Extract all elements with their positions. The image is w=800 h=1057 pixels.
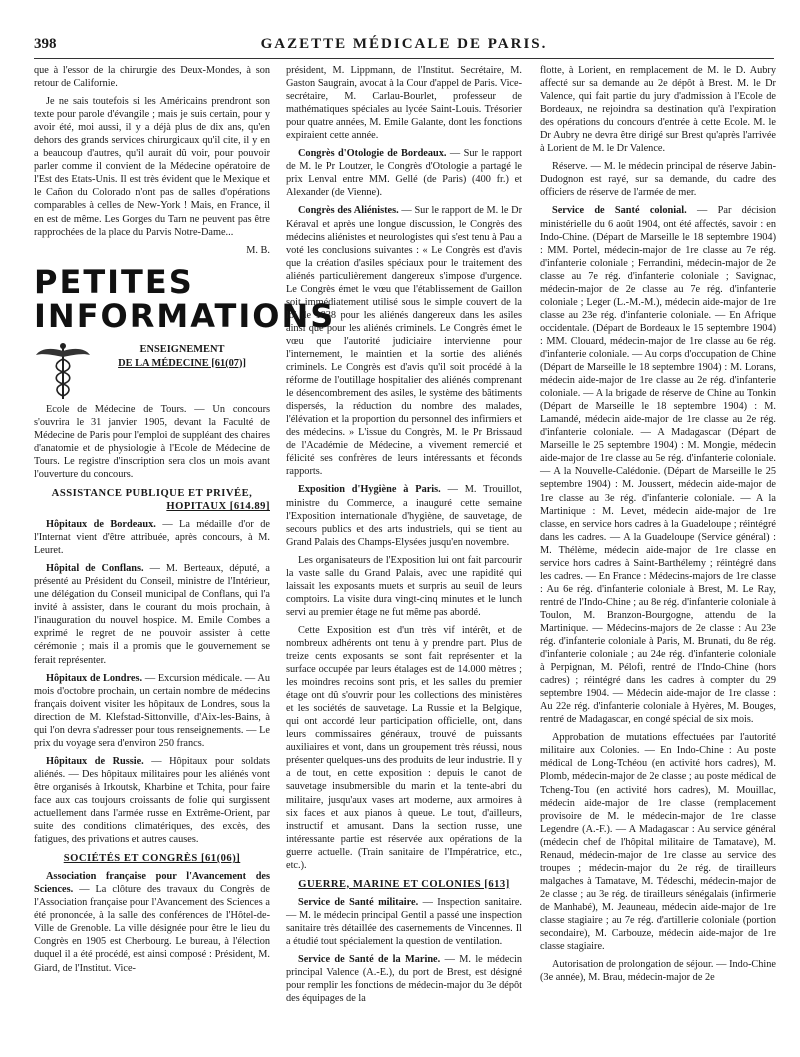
item-body: — M. Trouillot, ministre du Commerce, a inauguré cette semaine l'Exposition internationale d'hygiène, de sauvetage, de secours publics et des arts industriels, qui se tient au Grand Palais des Champs-Elysées jusqu'en novembre. <box>286 484 522 548</box>
article-text: Je ne sais toutefois si les Américains prendront son texte pour parole d'évangile ; mais je suis certain, pour y avoir été, moi aussi, il y a déjà plus de dix ans, qu'en dehors des grands services chirurgicaux qu'il cite, il y en a beaucoup d'autres, qu'il aurait dû voir, pour pouvoir parler comme il convient de la Médecine opératoire de l'Est des Etats-Unis. Il est très évident que le Mexique et le Cañon du Colorado n'ont pas de salles d'opérations comparables à celles de New-York ! Mais, en France, il en est de même. Les Gorges du Tarn ne peuvent pas être rapprochées de la place du Parvis Notre-Dame... <box>34 96 270 238</box>
column-2 <box>286 64 522 1049</box>
petites-informations-banner <box>34 262 336 335</box>
section-title: ASSISTANCE PUBLIQUE ET PRIVÉE, <box>51 487 253 499</box>
article-text: flotte, à Lorient, en remplacement de M. le D. Aubry affecté sur sa demande au 2e dépôt à Brest. M. le Dr Valence, qui fait partie du jury d'admission à l'Ecole de Bordeaux, ne rejoindra sa destination qu'à l'expiration des opérations du concours d'entrée à cette Ecole. M. le Dr Aubry ne devra être dirigé sur Brest qu'après l'arrivée à Lorient de M. le Dr Valence. <box>540 65 776 155</box>
banner-title-line1: PETITES <box>34 262 194 301</box>
page-number: 398 <box>34 36 57 52</box>
article-text: Cette Exposition est d'un très vif intérêt, et de nombreux adhérents ont tenu à y prendre part. Plus de treize cents exposants se sont fait représenter et la surface occupée par leurs étalages est de 14.000 mètres ; les moindres recoins sont pris, et les salles du premier étage ont dû s'ouvrir pour les collections des ministères et les sociétés de sauvetage. La Russie et la Belgique, qui ont accordé leur participation officielle, ont, dans leurs commissaires généraux, trouvé de puissants auxiliaires et vont, dans un groupement très réussi, nous présenter quelques-uns des produits de leur industrie. Il y a de tout, en cette exposition : depuis le canot de sauvetage insubmersible du marin et la tente-abri du militaire, jusqu'aux vases art moderne, aux armoires à six faces et aux pianos à queue. Le tout, d'ailleurs, instructif et amusant. Dans la section russe, une intéressante partie est réservée aux opérations de la guerre actuelle. (Train sanitaire de l'Impératrice, etc., etc.). <box>286 624 522 871</box>
author-signature: M. B. <box>246 244 270 256</box>
section-subtitle: HOPITAUX [614.89] <box>166 500 270 512</box>
article-text: président, M. Lippmann, de l'Institut. Secrétaire, M. Gaston Saugrain, avocat à la Cour d'appel de Paris. Vice-secrétaire, M. Carlau-Bourlet, professeur de mathématiques spéciales au lycée Saint-Louis. Trésorier pour quatre années, M. Emile Galante, dont les fonctions expiraient cette année. <box>286 65 522 142</box>
news-item <box>34 562 270 666</box>
journal-title: GAZETTE MÉDICALE DE PARIS. <box>260 36 548 52</box>
news-item <box>34 870 270 974</box>
item-body: — Inspection sanitaire. — M. le médecin principal Gentil a passé une inspection sanitaire très détaillée des casernements de Vincennes. Il a étudié tout spécialement la question de ventilation. <box>286 896 522 947</box>
item-body: — Excursion médicale. — Au mois d'octobre prochain, un certain nombre de médecins français doivent visiter les hôpitaux de Londres, sous la direction de M. Klefstad-Sittonville, d'Aix-les-Bains, à qui l'on devra s'adresser pour tous renseignements. — Le prix du voyage sera d'environ 250 francs. <box>34 672 270 749</box>
section-title: SOCIÉTÉS ET CONGRÈS [61(06)] <box>63 853 241 865</box>
section-heading-guerre <box>286 878 522 891</box>
item-title: Congrès des Aliénistes. <box>298 205 399 217</box>
news-item <box>286 483 522 548</box>
section-heading-societes <box>34 852 270 865</box>
item-body: — Sur le rapport de M. le Dr Kéraval et après une longue discussion, le Congrès des médecins aliénistes et neurologistes qui s'est tenu à Pau a voté les conclusions suivantes : « Le Congrès est d'avis que la création d'asiles spéciaux pour le traitement des aliénés particulièrement dangereux s'impose d'urgence. Le Congrès émet le vœu que l'établissement de Gaillon soit immédiatement utilisé sous le simple couvert de la loi de 1838 pour les aliénés dangereux dans les asiles ainsi que pour les aliénés criminels. Le Congrès émet le vœu que l'autorité judiciaire intervienne pour l'internement, le maintien et la sortie des aliénés criminels. Le Congrès est d'avis qu'il soit procédé à la réforme de l'outillage hospitalier des aliénés comprenant le désencombrement des asiles, le système des bâtiments dispersés, la réduction du nombre des malades, l'élévation et la proportion du personnel des infirmiers et des médecins. » L'issue du Congrès, M. le Pr Brissaud de l'Académie de Médecine, a vivement remercié et félicité ses confrères de leurs intéressants et féconds rapports. <box>286 205 522 478</box>
column-1 <box>34 64 336 1049</box>
item-body: — Sur le rapport de M. le Pr Loutzer, le Congrès d'Otologie a partagé le prix Lenval entre MM. Gellé (de Paris) (400 fr.) et Alexander (de Vienne). <box>286 148 522 199</box>
section-title: GUERRE, MARINE ET COLONIES [613] <box>298 878 510 890</box>
article-text: que à l'essor de la chirurgie des Deux-Mondes, à son retour de Californie. <box>34 65 270 90</box>
item-title: Hôpitaux de Russie. <box>46 755 144 767</box>
item-title: Hôpitaux de Londres. <box>46 672 143 684</box>
item-body: — Par décision ministérielle du 6 août 1904, ont été affectés, savoir : en Indo-Chine. (Départ de Marseille le 18 septembre 1904) : MM. Portel, médecin-major de 1re classe au 7e rég. d'infanterie coloniale ; Ferrandini, médecin-major de 2e classe au 7e rég. d'infanterie coloniale ; Savignac, médecin-major de 2e classe au 7e rég. d'infanterie coloniale ; Leger (L.-M.-M.), médecin aide-major de 1re classe au 23e rég. d'infanterie coloniale. — En Afrique occidentale. (Départ de Bordeaux le 15 septembre 1904) : MM. Clouard, médecin-major de 1re classe au 6e rég. d'infanterie coloniale. — Au corps d'occupation de Chine (Départ de Marseille le 18 septembre 1904) : M. Lorans, médecin aide-major de 1re classe au 2e rég. d'infanterie coloniale. — A la brigade de réserve de Chine au Tonkin (Départ de Marseille le 18 septembre 1904) : M. Lamandé, médecin aide-major de 1re classe au 2e rég. d'infanterie coloniale. — A Madagascar (Départ de Marseille le 25 septembre 1904) : M. Mongie, médecin aide-major de 1re classe au 5e rég. d'infanterie coloniale. — A la Nouvelle-Calédonie. (Départ de Marseille le 25 septembre 1904) : M. Joussert, médecin aide-major de 1re classe au 3e rég. d'infanterie coloniale. — A la Martinique : M. Levet, médecin aide-major de 1re classe, en service hors cadres à la Guadeloupe ; réintégré dans les cadres. — A la Guadeloupe (Service général) : M. Thélème, médecin aide-major de 1re classe en service hors cadres à Saint-Barthélemy ; réintégré dans les cadres. — En France : Médecins-majors de 1re classe : Au 6e rég. d'infanterie coloniale à Brest, M. Le Ray, rentré de l'Indo-Chine ; au 8e rég. d'infanterie coloniale à Toulon, M. Branzon-Bourgogne, attendu de la Martinique. — Médecins-majors de 2e classe : Au 23e rég. d'infanterie coloniale à Paris, M. Brunati, du 8e rég. d'infanterie coloniale ; au 24e rég. d'infanterie coloniale à Perpignan, M. Pélofi, rentré de l'Indo-Chine (hors cadres) ; réintégré dans les cadres à compter du 29 septembre 1904. — Médecin aide-major de 1re classe : Au 22e rég. d'infanterie coloniale à Hyères, M. Bouges, rentré de Madagascar, en congé spécial de six mois. <box>540 205 776 726</box>
banner-title-line2: INFORMATIONS <box>34 296 336 335</box>
news-item <box>286 896 522 948</box>
item-body: — M. Berteaux, député, a présenté au Président du Conseil, ministre de l'Intérieur, une délégation du Conseil municipal de Conflans, qui l'a invité à assister, dans le courant du mois prochain, à l'inauguration du nouvel hospice. M. Emile Combes a exprimé le regret de ne pouvoir assister à cette cérémonie ; mais il a promis que le gouvernement se ferait représenter. <box>34 563 271 666</box>
item-title: Service de Santé de la Marine. <box>298 954 441 966</box>
article-text: Approbation de mutations effectuées par l'autorité militaire aux Colonies. — En Indo-Chine : Au poste médical de Long-Tchéou (en activité hors cadres), M. Plomb, médecin-major de 2e classe ; au poste médical de Tcheng-Tou (en activité hors cadres), M. Mouillac, médecin aide-major de 1re classe (remplacement provisoire de M. le médecin-major de 1re classe Legendre (A.-F.). — A Madagascar : Au service général (médecin chef de l'hôpital militaire de Tamatave), M. Renaud, médecin-major de 1re classe au service des troupes ; médecin-major du 2e rég. de tirailleurs malgaches à Tamatave, M. Tédeschi, médecin-major de 2e classe ; au 3e rég. de tirailleurs sénégalais (infirmerie de Manhabé), M. Jeauneau, médecin aide-major de 1re classe stagiaire ; au 7e rég. d'artillerie coloniale (portion secondaire), M. Carbouze, médecin aide-major de 1re classe stagiaire. <box>540 732 776 953</box>
news-item <box>34 672 270 750</box>
news-item <box>540 204 776 726</box>
page-header <box>34 36 774 59</box>
item-title: Hôpital de Conflans. <box>46 563 144 575</box>
item-title: Exposition d'Hygiène à Paris. <box>298 484 441 496</box>
item-title: Service de Santé militaire. <box>298 896 419 908</box>
item-body: — Hôpitaux pour soldats aliénés. — Des hôpitaux militaires pour les aliénés vont être organisés à Irkoutsk, Kharbine et Tchita, pour faire face aux cas toujours croissants de folie qui surgissent actuellement dans l'armée russe en Extrême-Orient, par suite des conditions climatériques, des excès, des fatigues, des privations et autres causes. <box>34 755 270 846</box>
news-item <box>286 953 522 1005</box>
news-item <box>34 518 270 557</box>
item-title: Service de Santé colonial. <box>552 205 687 217</box>
article-text: Ecole de Médecine de Tours. — Un concours s'ouvrira le 31 janvier 1905, devant la Faculté de Médecine de Paris pour l'emploi de suppléant des chaires d'anatomie et de physiologie à l'Ecole de Médecine de Tours. Le registre d'inscription sera clos un mois avant l'ouverture du concours. <box>34 403 270 480</box>
article-text: Autorisation de prolongation de séjour. — Indo-Chine (3e année), M. Brau, médecin-major de 2e <box>540 959 776 984</box>
item-title: Hôpitaux de Bordeaux. <box>46 519 156 531</box>
caduceus-icon <box>34 341 92 401</box>
section-subtitle: DE LA MÉDECINE [61(07)] <box>118 357 246 369</box>
item-body: — La clôture des travaux du Congrès de l'Association française pour l'Avancement des Sciences a été prononcée, à la salle des conférences de l'Hôtel-de-Ville de Grenoble. La ville désignée pour être le lieu du Congrès en 1905 est Cherbourg. Le bureau, à l'élection duquel il a été procédé, est ainsi composé : Président, M. Giard, de l'Institut. Vice- <box>34 884 270 974</box>
news-item <box>286 147 522 199</box>
article-text: Les organisateurs de l'Exposition lui ont fait parcourir la vaste salle du Grand Palais, avec une rapidité qui laissait les exposants muets et surpris au seuil de leurs comptoirs. La visite dura vingt-cinq minutes et le lunch servi au premier étage ne fut même pas abordé. <box>286 554 522 618</box>
item-title: Association française pour l'Avancement des Sciences. <box>34 871 270 896</box>
article-text: Réserve. — M. le médecin principal de réserve Jabin-Dudognon est rayé, sur sa demande, du cadre des officiers de réserve de l'armée de mer. <box>540 161 776 199</box>
news-item <box>286 204 522 478</box>
section-title: ENSEIGNEMENT <box>139 343 225 355</box>
column-3 <box>540 64 776 1049</box>
item-title: Congrès d'Otologie de Bordeaux. <box>298 148 447 160</box>
item-body: — La médaille d'or de l'Internat vient d'être attribuée, après concours, à M. Leuret. <box>34 519 271 557</box>
news-item <box>34 755 270 846</box>
section-heading-assistance <box>34 487 270 513</box>
section-heading-enseignement <box>34 341 270 403</box>
item-body: — M. le médecin principal Valence (A.-E.), du port de Brest, est désigné pour remplir les fonctions de médecin-major du 3e dépôt des équipages de la <box>286 954 522 1005</box>
